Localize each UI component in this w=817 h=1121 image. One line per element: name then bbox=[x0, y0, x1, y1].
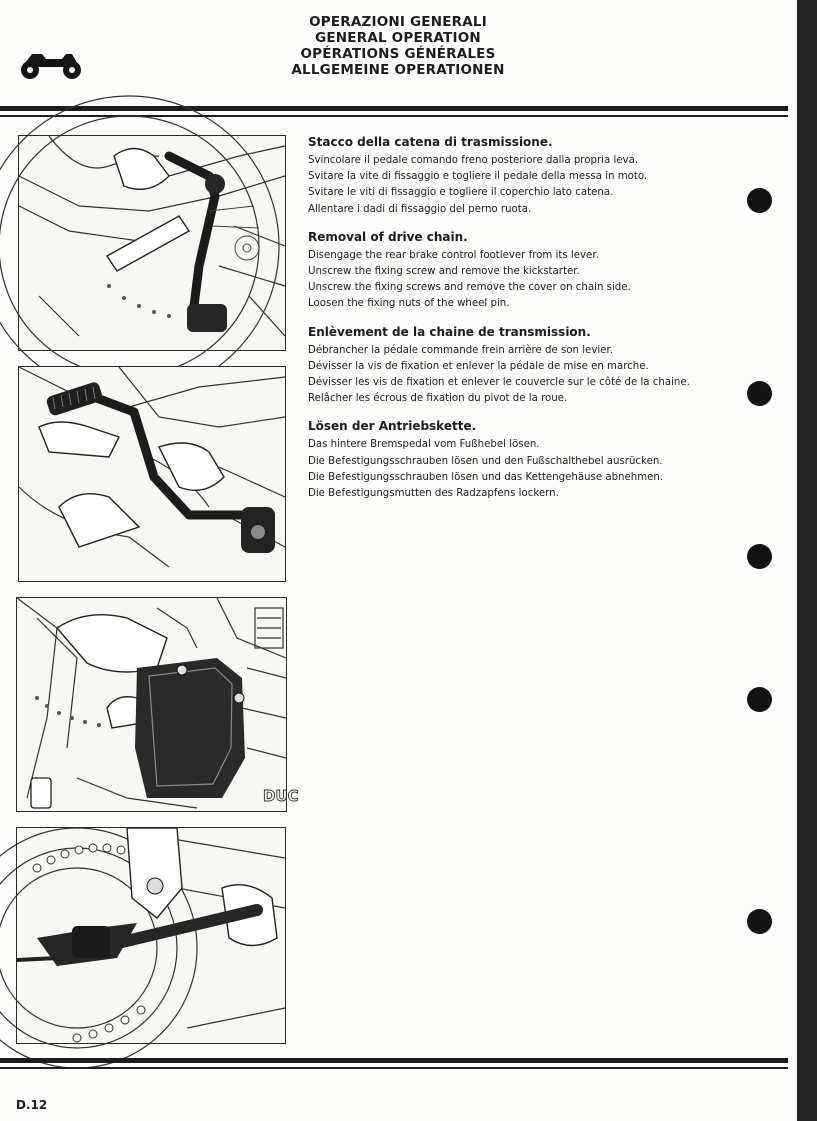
binder-hole bbox=[747, 687, 772, 712]
section-line: Svitare la vite di fissaggio e togliere il pedale della messa in moto. bbox=[308, 171, 648, 183]
header-title-italian: OPERAZIONI GENERALI bbox=[309, 14, 487, 30]
figure-kickstarter bbox=[18, 366, 286, 582]
section-title-french: Enlèvement de la chaine de transmission. bbox=[308, 324, 591, 339]
section-french bbox=[308, 325, 724, 408]
section-line: Dévisser la vis de fixation et enlever la pédale de mise en marche. bbox=[308, 360, 649, 372]
section-line: Loosen the fixing nuts of the wheel pin. bbox=[308, 298, 510, 310]
page-edge-binding bbox=[797, 0, 817, 1121]
footer-rule-thin bbox=[0, 1067, 788, 1069]
figure-wheel-pin bbox=[16, 827, 286, 1044]
section-line: Unscrew the fixing screw and remove the kickstarter. bbox=[308, 266, 580, 278]
section-title-italian: Stacco della catena di trasmissione. bbox=[308, 135, 553, 149]
binder-hole bbox=[747, 381, 772, 406]
instruction-text-column bbox=[308, 135, 724, 514]
section-line: Die Befestigungsmutten des Radzapfens lockern. bbox=[308, 488, 559, 500]
figure-brake-pedal bbox=[18, 135, 286, 351]
section-english bbox=[308, 230, 724, 313]
engine-lettering: DUC bbox=[263, 787, 299, 805]
binder-hole bbox=[747, 544, 772, 569]
header-title-english: GENERAL OPERATION bbox=[315, 30, 481, 46]
section-line: Débrancher la pédale commande frein arrière de son levier. bbox=[308, 344, 613, 356]
header-title-french: OPÉRATIONS GÉNÉRALES bbox=[300, 46, 496, 62]
header-rule-thick bbox=[0, 106, 788, 111]
footer-rule-thick bbox=[0, 1058, 788, 1063]
page-number: D.12 bbox=[16, 1098, 48, 1112]
motorcycle-icon bbox=[18, 48, 84, 82]
section-line: Unscrew the fixing screws and remove the cover on chain side. bbox=[308, 282, 631, 294]
section-title-german: Lösen der Antriebskette. bbox=[308, 419, 477, 434]
section-line: Svitare le viti di fissaggio e togliere il coperchio lato catena. bbox=[308, 187, 614, 199]
section-italian bbox=[308, 135, 724, 218]
section-title-english: Removal of drive chain. bbox=[308, 229, 468, 244]
figure-chain-cover bbox=[16, 597, 299, 812]
binder-hole bbox=[747, 188, 772, 213]
page-header bbox=[240, 14, 556, 78]
section-line: Dévisser les vis de fixation et enlever le couvercle sur le côté de la chaine. bbox=[308, 377, 690, 389]
header-title-german: ALLGEMEINE OPERATIONEN bbox=[291, 62, 505, 78]
section-line: Svincolare il pedale comando freno posteriore dalla propria leva. bbox=[308, 155, 639, 166]
section-line: Die Befestigungsschrauben lösen und das Kettengehäuse abnehmen. bbox=[308, 471, 664, 483]
section-line: Die Befestigungsschrauben lösen und den Fußschalthebel ausrücken. bbox=[308, 455, 663, 467]
binder-hole bbox=[747, 909, 772, 934]
section-line: Das hintere Bremspedal vom Fußhebel lösen. bbox=[308, 439, 540, 451]
section-german bbox=[308, 419, 724, 502]
section-line: Disengage the rear brake control footlever from its lever. bbox=[308, 249, 599, 261]
section-line: Relâcher les écrous de fixation du pivot de la roue. bbox=[308, 393, 568, 405]
section-line: Allentare i dadi di fissaggio del perno ruota. bbox=[308, 203, 532, 215]
